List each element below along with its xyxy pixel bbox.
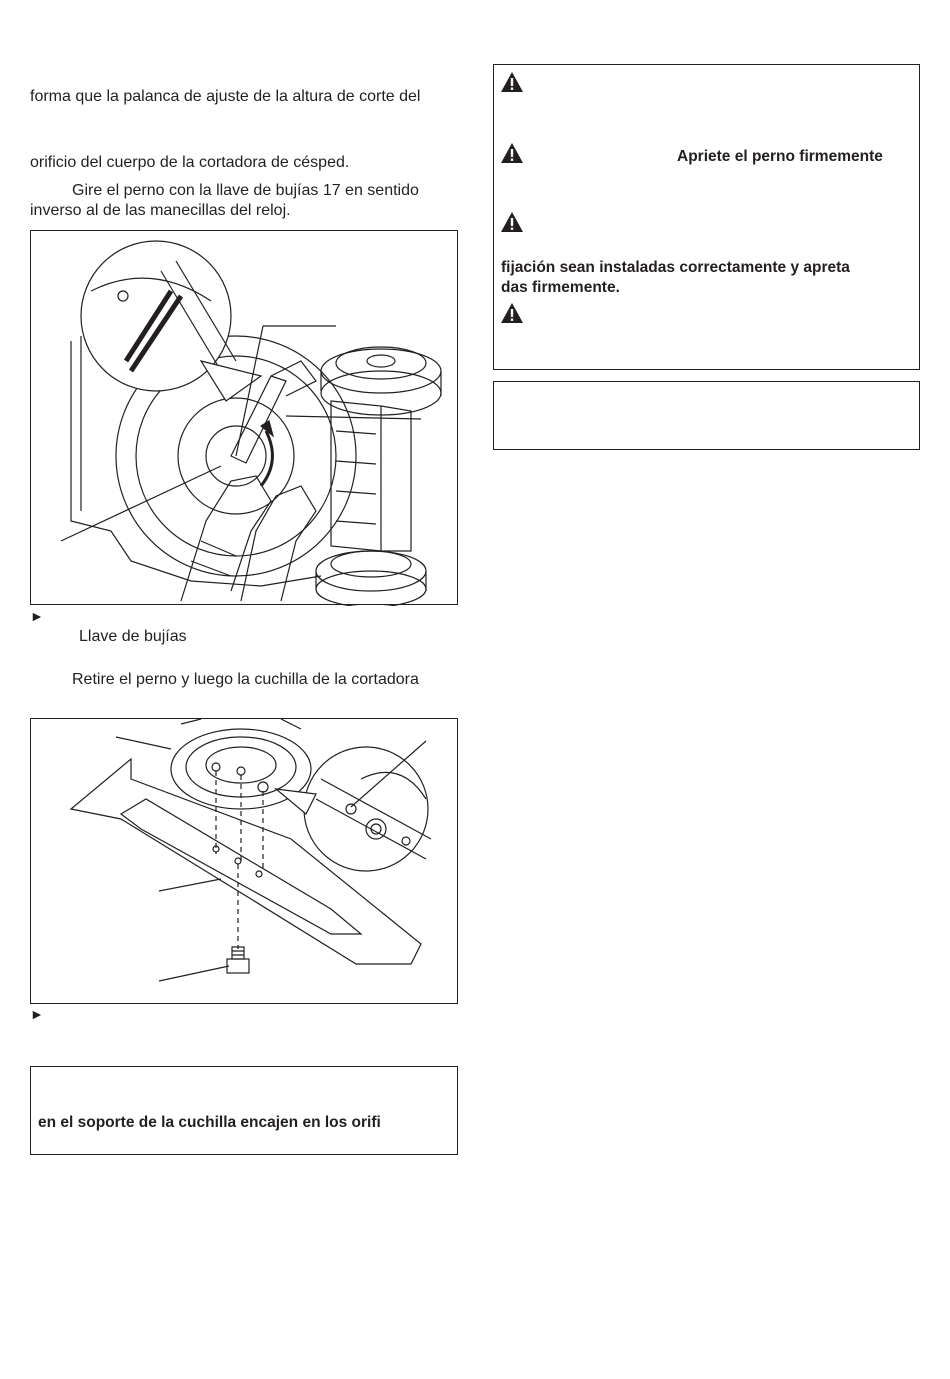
paragraph-remove-bolt: Retire el perno y luego la cuchilla de la cortadora [72,671,419,688]
paragraph-turn-bolt-line1: Gire el perno con la llave de bujías 17 en sentido [72,182,419,199]
warning-triangle-icon [500,71,524,93]
figure-1-frame [30,230,458,605]
figure-2-caption-marker: ► [30,1006,44,1022]
warning-triangle-icon [500,142,524,164]
note-box [30,1066,458,1155]
warning-box [493,64,920,370]
paragraph-turn-bolt-line2: inverso al de las manecillas del reloj. [30,202,291,219]
warning-triangle-icon [500,211,524,233]
warning-fasteners-line2: das firmemente. [501,279,620,296]
note-text: en el soporte de la cuchilla encajen en los orifi [38,1114,381,1131]
figure-1-caption: Llave de bujías [79,628,187,645]
figure-2-illustration [31,719,459,1005]
note-box-right [493,381,920,450]
warning-triangle-icon [500,302,524,324]
paragraph-mower-body: orificio del cuerpo de la cortadora de césped. [30,154,350,171]
figure-1-illustration [31,231,459,606]
figure-2-frame [30,718,458,1004]
warning-tighten-bolt: Apriete el perno firmemente [677,148,883,165]
warning-fasteners-line1: fijación sean instaladas correctamente y apreta [501,259,850,276]
paragraph-height-lever: forma que la palanca de ajuste de la altura de corte del [30,88,421,105]
figure-1-caption-marker: ► [30,608,44,624]
